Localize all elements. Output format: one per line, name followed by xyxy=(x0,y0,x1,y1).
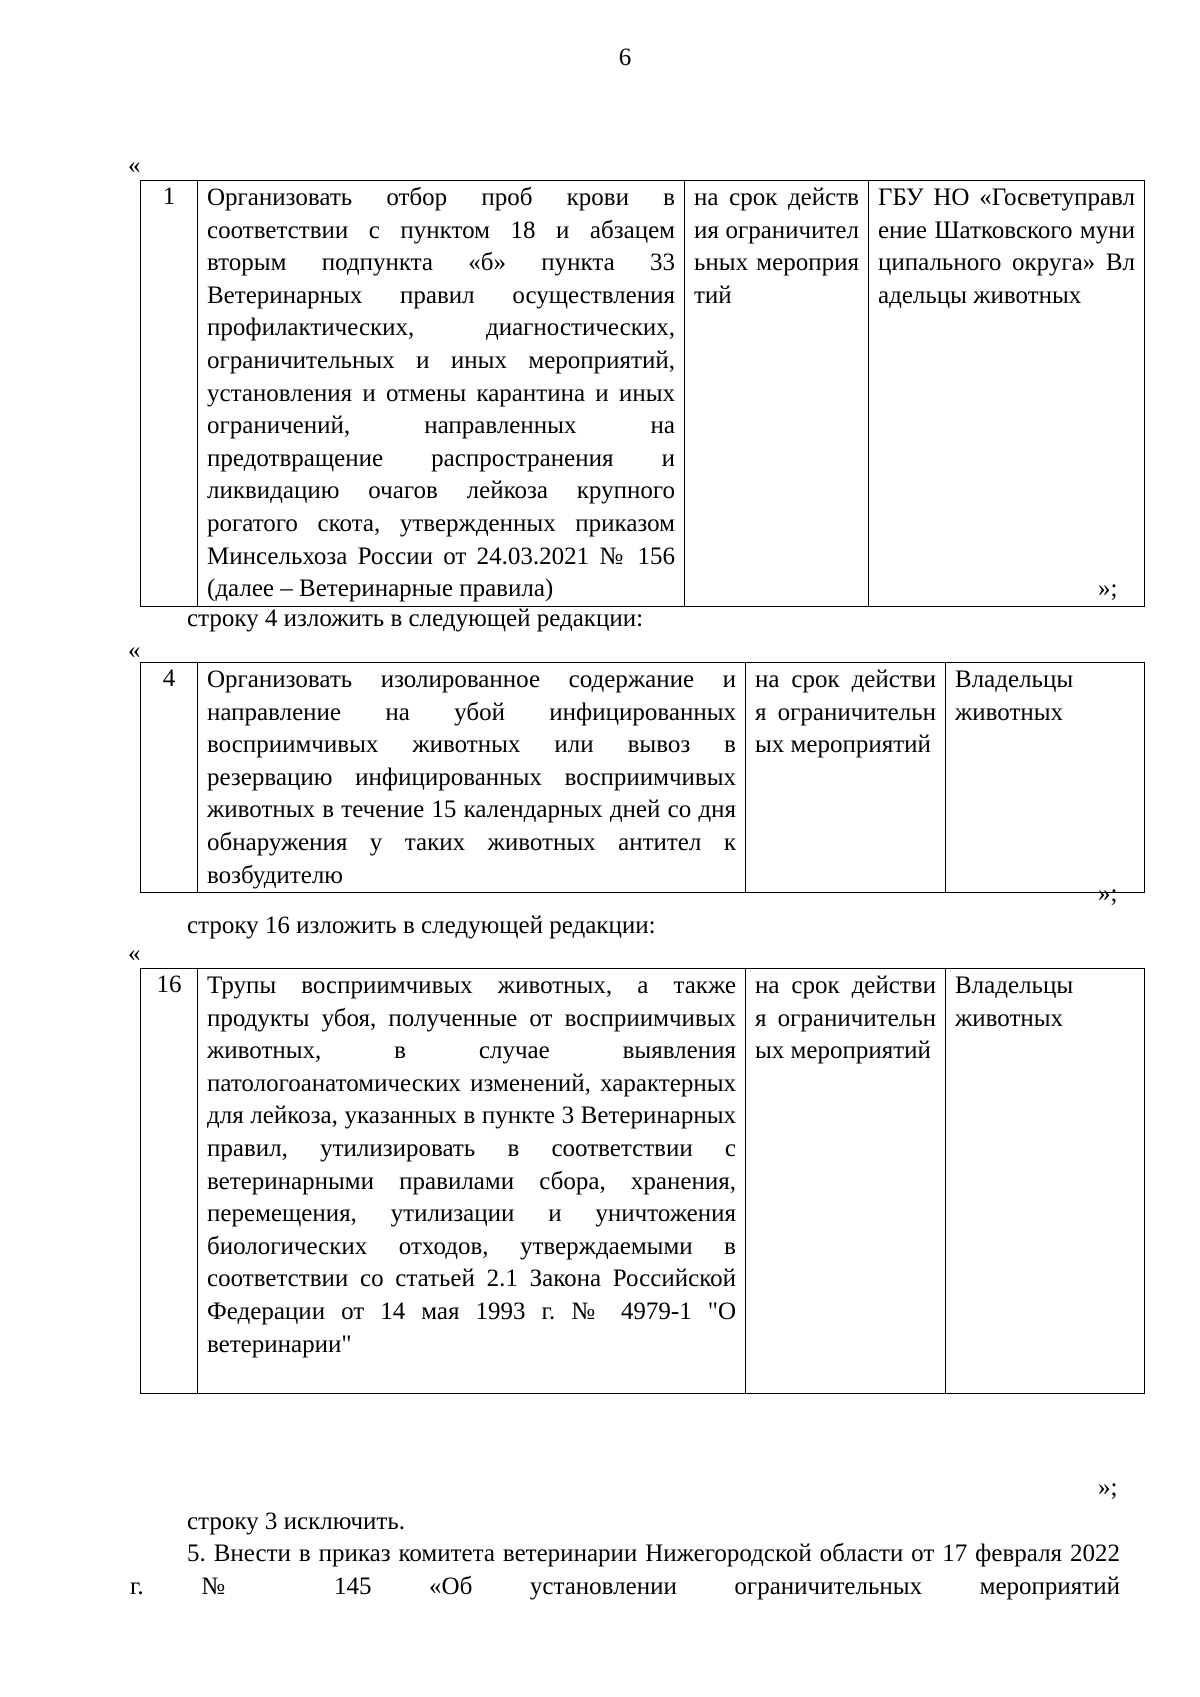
term-text: на срок действия ограничительных мероприятий xyxy=(694,184,859,309)
opening-quote: « xyxy=(128,940,141,967)
instruction-row-4: строку 4 изложить в следующей редакции: xyxy=(187,605,644,632)
term-text: на срок действия ограничительных мероприятий xyxy=(755,666,936,759)
responsible-text: Владельцы животных xyxy=(955,666,1074,726)
instruction-row-3: строку 3 исключить. xyxy=(187,1508,405,1535)
paragraph-5: 5. Внести в приказ комитета ветеринарии Нижегородской области от 17 февраля 2022 г. № 145 «Об установлении ограничительных мероприятий xyxy=(130,1540,1120,1600)
closing-quote: »; xyxy=(1098,1474,1118,1501)
row-number: 1 xyxy=(141,181,198,607)
measure-text: Трупы восприимчивых животных, а также продукты убоя, полученные от восприимчивых животных, в случае выявления патологоанатомических изменений, характерных для лейкоза, указанных в пункте 3 Ветеринарных правил, утилизировать в соответствии с ветеринарными правилами сбора, хранения, перемещения, утилизации и уничтожения биологических отходов, утверждаемыми в соответствии со статьей 2.1 Закона Российской Федерации от 14 мая 1993 г. № 4979-1 "О ветеринарии" xyxy=(207,972,736,1358)
opening-quote: « xyxy=(128,637,141,664)
amendment-table-row-4 xyxy=(140,662,1145,893)
page-number: 6 xyxy=(618,44,632,71)
measure-text: Организовать изолированное содержание и направление на убой инфицированных восприимчивых животных или вывоз в резервацию инфицированных восприимчивых животных в течение 15 календарных дней со дня обнаружения у таких животных антител к возбудителю xyxy=(207,666,736,889)
row-number: 4 xyxy=(141,663,198,893)
closing-quote: »; xyxy=(1098,880,1118,907)
responsible-text: Владельцы животных xyxy=(955,972,1074,1032)
row-number: 16 xyxy=(141,969,198,1394)
term-text: на срок действия ограничительных мероприятий xyxy=(755,972,936,1065)
instruction-row-16: строку 16 изложить в следующей редакции: xyxy=(187,912,656,939)
amendment-table-row-1 xyxy=(140,180,1145,607)
opening-quote: « xyxy=(128,152,141,179)
measure-text: Организовать отбор проб крови в соответствии с пунктом 18 и абзацем вторым подпункта «б» пункта 33 Ветеринарных правил осуществления профилактических, диагностических, ограничительных и иных мероприятий, установления и отмены карантина и иных ограничений, направленных на предотвращение распространения и ликвидацию очагов лейкоза крупного рогатого скота, утвержденных приказом Минсельхоза России от 24.03.2021 № 156 (далее – Ветеринарные правила) xyxy=(207,184,675,603)
amendment-table-row-16 xyxy=(140,968,1145,1394)
closing-quote: »; xyxy=(1098,575,1118,602)
responsible-text: ГБУ НО «Госветуправление Шатковского муниципального округа» Владельцы животных xyxy=(878,184,1135,309)
